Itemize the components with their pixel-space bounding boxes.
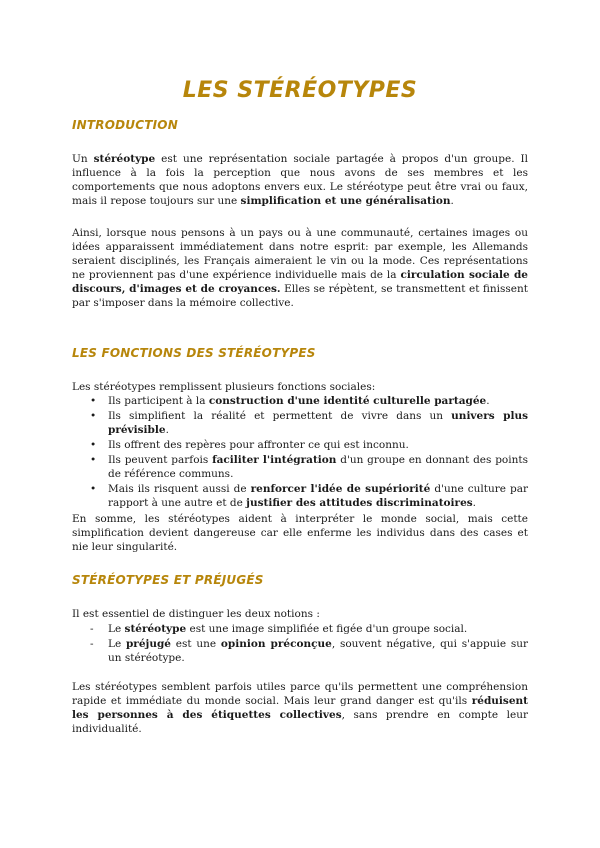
text-run: . <box>165 424 169 436</box>
text-run: Les stéréotypes semblent parfois utiles parce qu'ils permettent une compréhension rapide et immédiate du monde social. Mais leur grand danger est qu'ils <box>72 681 528 707</box>
bold-text: préjugé <box>125 638 171 650</box>
bold-text: justifier des attitudes discriminatoires <box>246 497 473 509</box>
text-run: . <box>450 195 454 207</box>
list-item <box>72 394 528 408</box>
text-run: d'une culture par rapport à une autre et de <box>108 483 529 509</box>
fonctions-conclusion: En somme, les stéréotypes aident à interpréter le monde social, mais cette simplification devient dangereuse car elle enferme les individus dans des cases et nie leur singularité. <box>72 513 528 553</box>
list-item <box>72 482 528 510</box>
text-run: , sans prendre en compte leur individualité. <box>72 709 529 735</box>
text-run: Ainsi, lorsque nous pensons à un pays ou à une communauté, certaines images ou idées apparaissent immédiatement dans notre esprit: par exemple, les Allemands seraient disciplinés, les Français aimeraient le vin ou la mode. Ces représentations ne proviennent pas d'une expérience individuelle mais de la <box>72 227 528 281</box>
bold-text: univers plus prévisible <box>108 410 528 436</box>
prejuges-list <box>72 622 528 666</box>
text-run: Ils peuvent parfois <box>108 454 213 466</box>
fonctions-intro: Les stéréotypes remplissent plusieurs fonctions sociales: <box>72 381 376 393</box>
section-heading-prejuges: STÉRÉOTYPES ET PRÉJUGÉS <box>72 573 264 587</box>
section-heading-fonctions: LES FONCTIONS DES STÉRÉOTYPES <box>72 346 316 360</box>
list-item <box>72 409 528 437</box>
text-run: est une image simplifiée et figée d'un groupe social. <box>186 623 468 635</box>
text-run: Ils simplifient la réalité et permettent de vivre dans un <box>108 410 452 422</box>
prejuges-intro: Il est essentiel de distinguer les deux notions : <box>72 608 320 620</box>
text-run: d'un groupe en donnant des points de référence communs. <box>108 454 528 480</box>
text-run: Elles se répètent, se transmettent et finissent par s'imposer dans la mémoire collective. <box>72 283 528 309</box>
bold-text: circulation sociale de discours, d'images et de croyances. <box>72 269 528 295</box>
bold-text: simplification et une généralisation <box>240 195 451 207</box>
bold-text: réduisent les personnes à des étiquettes collectives <box>72 695 528 721</box>
list-item <box>72 438 528 452</box>
list-item <box>72 622 528 636</box>
text-run: Ils participent à la <box>108 395 209 407</box>
bold-text: opinion préconçue <box>220 638 332 650</box>
text-run: Le <box>108 623 125 635</box>
text-run: est une <box>170 638 221 650</box>
list-item <box>72 637 528 665</box>
text-run: Un <box>72 153 94 165</box>
bold-text: stéréotype <box>93 153 156 165</box>
intro-paragraph-2 <box>72 226 528 310</box>
list-item <box>72 453 528 481</box>
page-title: LES STÉRÉOTYPES <box>182 78 418 103</box>
fonctions-list <box>72 394 528 511</box>
bold-text: faciliter l'intégration <box>212 454 337 466</box>
bold-text: stéréotype <box>124 623 187 635</box>
text-run: . <box>486 395 490 407</box>
intro-paragraph-1 <box>72 152 528 208</box>
text-run: , souvent négative, qui s'appuie sur un stéréotype. <box>108 638 529 664</box>
text-run: Le <box>108 638 126 650</box>
text-run: Ils offrent des repères pour affronter ce qui est inconnu. <box>108 439 409 451</box>
text-run: Mais ils risquent aussi de <box>108 483 251 495</box>
text-run: est une représentation sociale partagée à propos d'un groupe. Il influence à la fois la perception que nous avons de ses membres et les comportements que nous adoptons envers eux. Le stéréotype peut être vrai ou faux, mais il repose toujours sur une <box>72 153 528 207</box>
bold-text: renforcer l'idée de supériorité <box>250 483 431 495</box>
prejuges-conclusion <box>72 680 528 736</box>
text-run: . <box>472 497 476 509</box>
bold-text: construction d'une identité culturelle partagée <box>208 395 487 407</box>
section-heading-introduction: INTRODUCTION <box>72 118 178 132</box>
